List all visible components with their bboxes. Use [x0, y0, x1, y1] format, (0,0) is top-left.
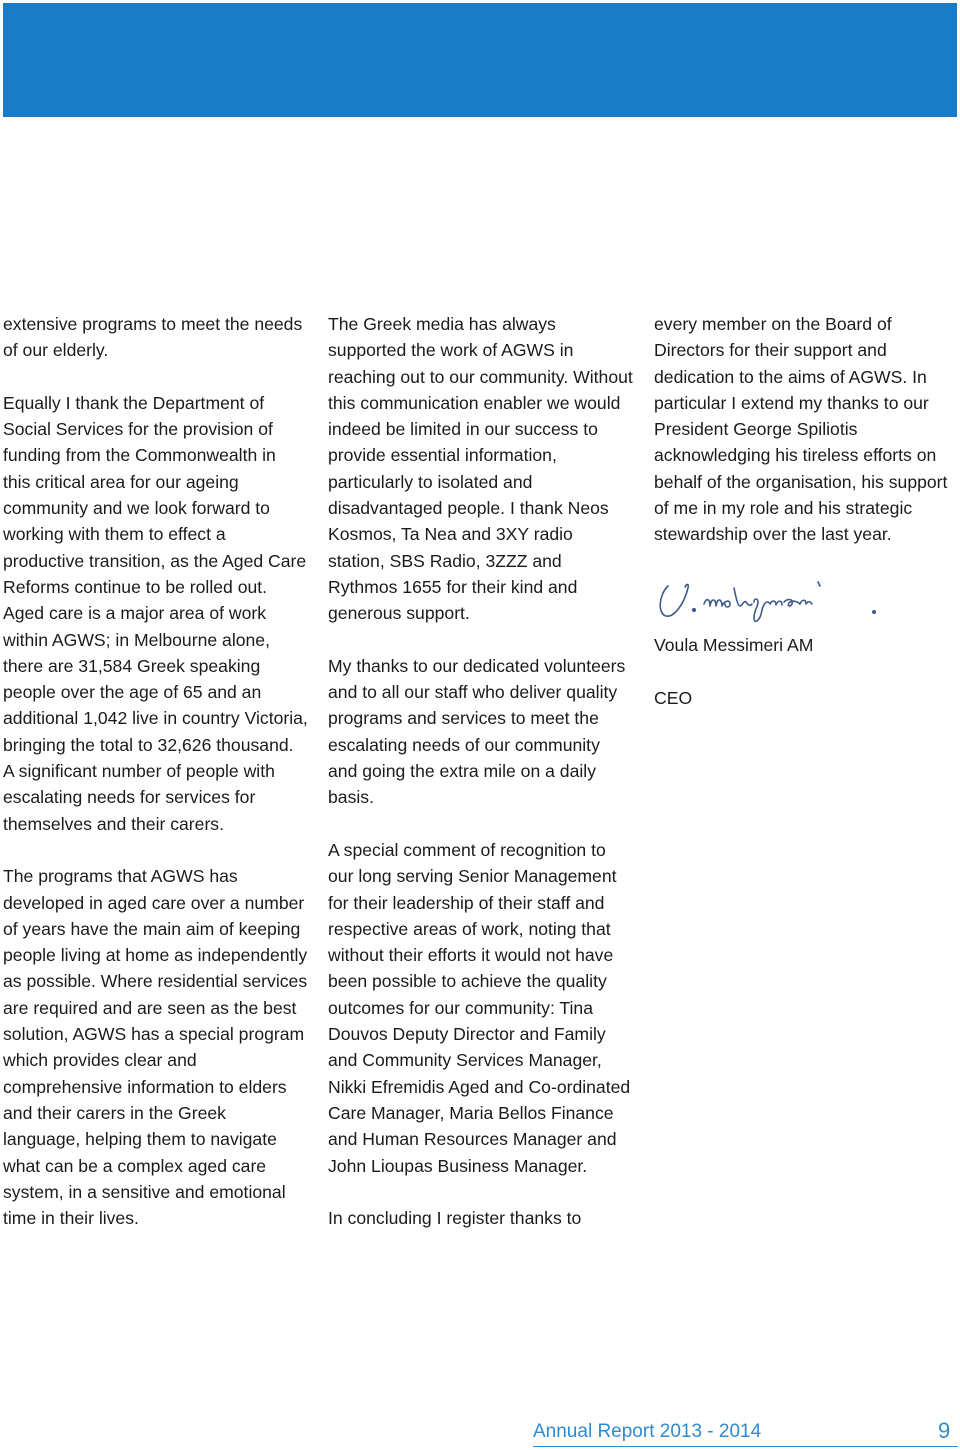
- text-column-3: [654, 311, 959, 737]
- paragraph: The Greek media has always supported the work of AGWS in reaching out to our community. Without this communication enabler we would indeed be limited in our success to provide essential information, particularly to isolated and disadvantaged people. I thank Neos Kosmos, Ta Nea and 3XY radio station, SBS Radio, 3ZZZ and Rythmos 1655 for their kind and generous support.: [328, 314, 633, 624]
- paragraph: In concluding I register thanks to: [328, 1208, 582, 1229]
- signatory-title: CEO: [654, 687, 693, 708]
- paragraph: extensive programs to meet the needs of our elderly.: [3, 314, 303, 361]
- paragraph: My thanks to our dedicated volunteers and to all our staff who deliver quality programs and services to meet the escalating needs of our community and going the extra mile on a daily basis.: [328, 655, 626, 808]
- text-column-2: [328, 311, 633, 1258]
- paragraph: Equally I thank the Department of Social Services for the provision of funding from the Commonwealth in this critical area for our ageing community and we look forward to working with them to effect a productive transition, as the Aged Care Reforms continue to be rolled out. Aged care is a major area of work within AGWS; in Melbourne alone, there are 31,584 Greek speaking people over the age of 65 and an additional 1,042 live in country Victoria, bringing the total to 32,626 thousand. A significant number of people with escalating needs for services for themselves and their carers.: [3, 392, 308, 834]
- paragraph: The programs that AGWS has developed in aged care over a number of years have the main aim of keeping people living at home as independently as possible. Where residential services are required and are seen as the best solution, AGWS has a special program which provides clear and comprehensive information to elders and their carers in the Greek language, helping them to navigate what can be a complex aged care system, in a sensitive and emotional time in their lives.: [3, 866, 308, 1229]
- signatory-name: Voula Messimeri AM: [654, 634, 814, 655]
- footer-rule: [533, 1446, 958, 1447]
- header-banner: [3, 3, 957, 117]
- footer-report-title: Annual Report 2013 - 2014: [533, 1421, 762, 1442]
- paragraph: every member on the Board of Directors for their support and dedication to the aims of AGWS. In particular I extend my thanks to our President George Spiliotis acknowledging his tireless efforts on behalf of the organisation, his support of me in my role and his strategic stewardship over the last year.: [654, 314, 948, 545]
- page-number: 9: [938, 1418, 951, 1443]
- text-column-1: [3, 311, 308, 1258]
- signature-image: [654, 574, 894, 628]
- paragraph: A special comment of recognition to our long serving Senior Management for their leadership of their staff and respective areas of work, noting that without their efforts it would not have been possible to achieve the quality outcomes for our community: Tina Douvos Deputy Director and Family and Community Services Manager, Nikki Efremidis Aged and Co-ordinated Care Manager, Maria Bellos Finance and Human Resources Manager and John Lioupas Business Manager.: [328, 839, 631, 1176]
